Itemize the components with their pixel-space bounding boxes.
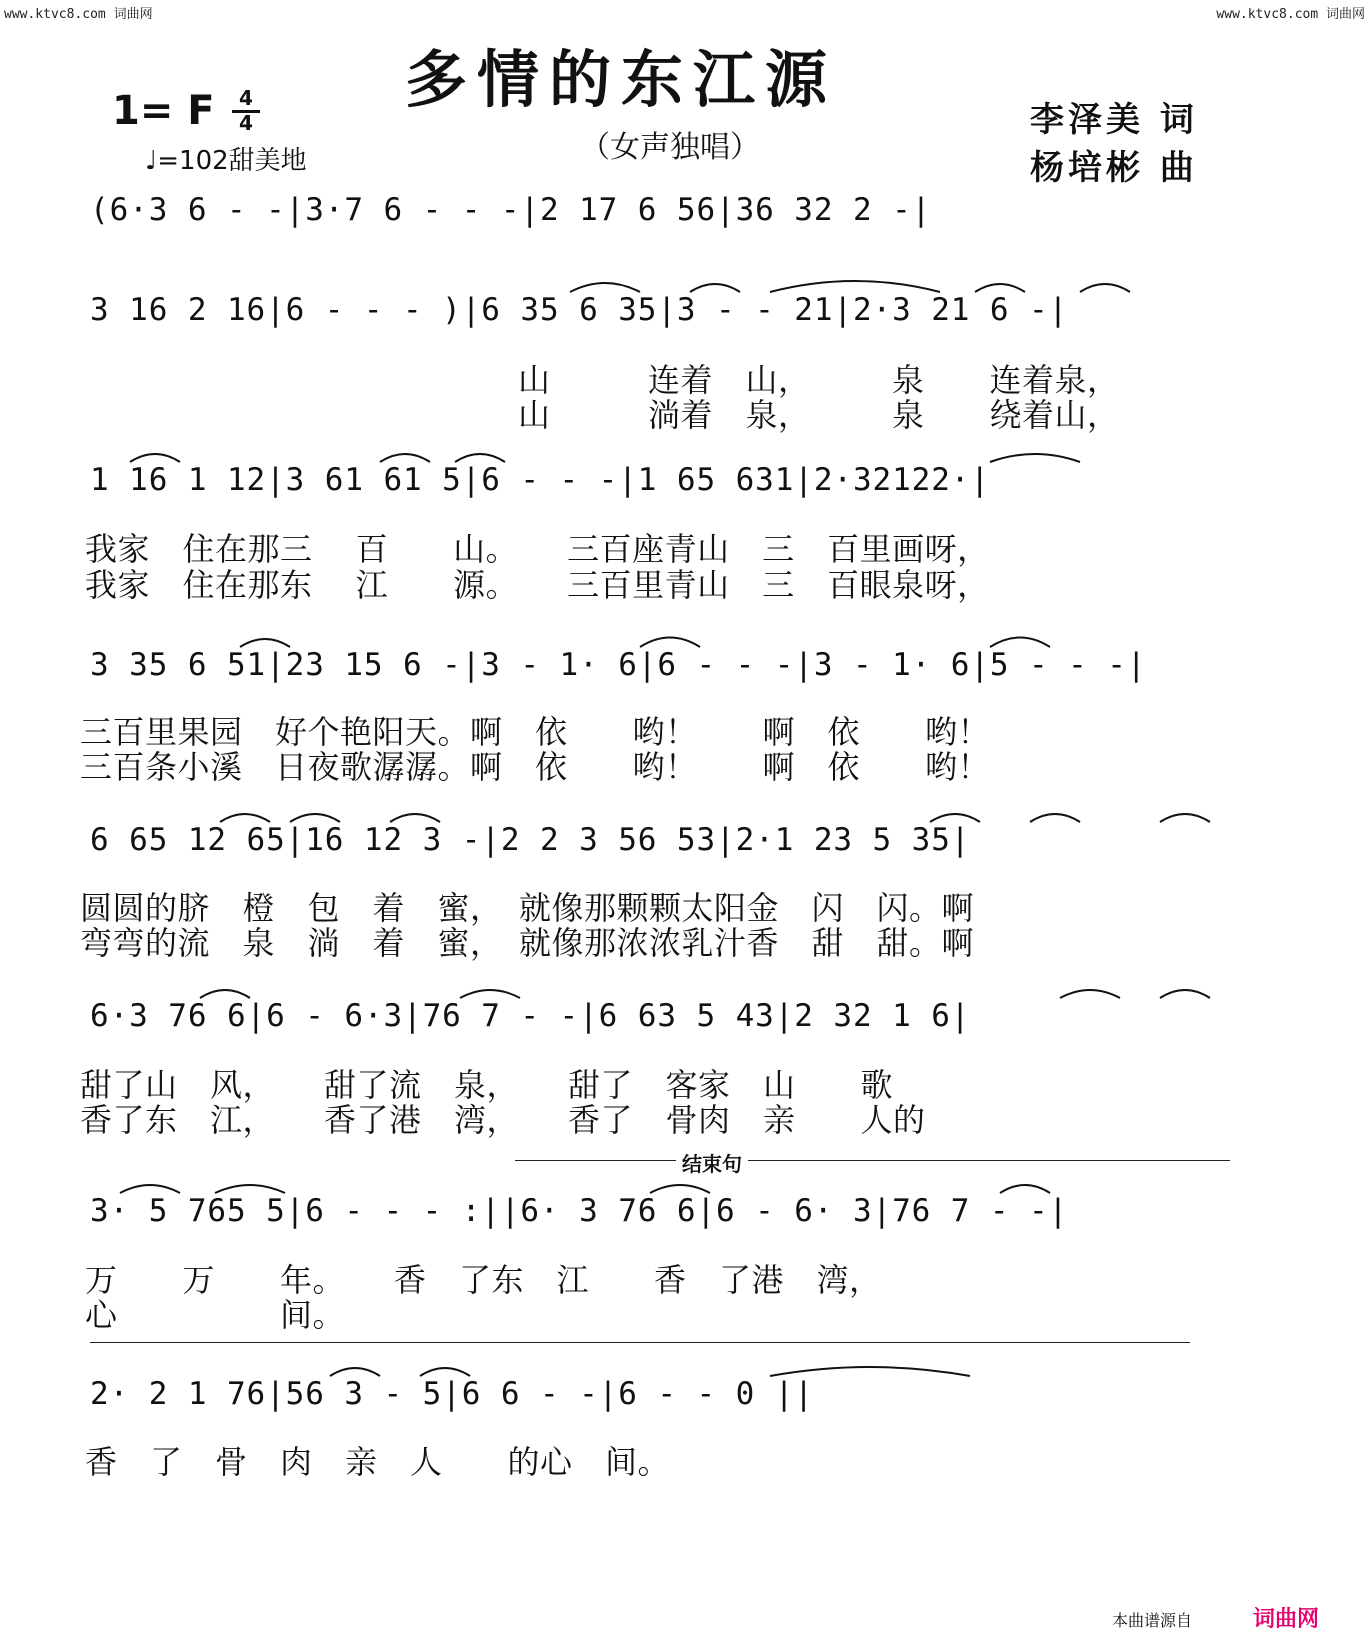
footer-logo: 词曲网 [1253, 1607, 1320, 1632]
lyrics-line-3-verse-2: 我家 住在那东 江 源。 三百里青山 三 百眼泉呀， [85, 566, 990, 604]
lyrics-line-8: 香 了 骨 肉 亲 人 的心 间。 [85, 1443, 671, 1481]
score-line-2: 3 16 2 16|6 - - - )|6 35 6 35|3 - - 21|2·3 21 6 -| [90, 292, 1069, 328]
song-subtitle: （女声独唱） [580, 130, 760, 165]
score-line-7: 3· 5 765 5|6 - - - :||6· 3 76 6|6 - 6· 3|76 7 - -| [90, 1193, 1069, 1229]
lyrics-line-6-verse-2: 香了东 江， 香了港 湾， 香了 骨肉 亲 人的 [80, 1101, 926, 1139]
score-line-1: (6·3 6 - -|3·7 6 - - -|2 17 6 56|36 32 2 -| [90, 192, 932, 228]
score-line-3: 1 16 1 12|3 61 61 5|6 - - -|1 65 631|2·32122·| [90, 462, 990, 498]
key-signature: 1= F [112, 88, 215, 134]
lyrics-line-6-verse-1: 甜了山 风， 甜了流 泉， 甜了 客家 山 歌 [80, 1066, 894, 1104]
lyricist-credit: 李泽美 词 [1030, 100, 1198, 140]
lyrics-line-2-verse-2: 山 淌着 泉， 泉 绕着山， [518, 396, 1120, 434]
lyrics-line-5-verse-1: 圆圆的脐 橙 包 着 蜜， 就像那颗颗太阳金 闪 闪。啊 [80, 889, 975, 927]
composer-credit: 杨培彬 曲 [1030, 148, 1198, 188]
lyrics-line-7-verse-2: 心 间。 [85, 1296, 346, 1334]
footer-source: 本曲谱源自 [1112, 1611, 1193, 1630]
ending-label: 结束句 [676, 1148, 748, 1177]
score-line-4: 3 35 6 51|23 15 6 -|3 - 1· 6|6 - - -|3 - 1· 6|5 - - -| [90, 647, 1147, 683]
lyrics-line-7-verse-1: 万 万 年。 香 了东 江 香 了港 湾， [85, 1261, 882, 1299]
lyrics-line-4-verse-2: 三百条小溪 日夜歌潺潺。啊 依 哟！ 啊 依 哟！ [80, 748, 991, 786]
lyrics-line-3-verse-1: 我家 住在那三 百 山。 三百座青山 三 百里画呀， [85, 530, 990, 568]
score-line-6: 6·3 76 6|6 - 6·3|76 7 - -|6 63 5 43|2 32 1 6| [90, 998, 971, 1034]
time-top: 4 [239, 86, 253, 110]
lyrics-line-5-verse-2: 弯弯的流 泉 淌 着 蜜， 就像那浓浓乳汁香 甜 甜。啊 [80, 924, 975, 962]
lyrics-line-2-verse-1: 山 连着 山， 泉 连着泉， [518, 361, 1120, 399]
score-line-5: 6 65 12 65|16 12 3 -|2 2 3 56 53|2·1 23 5 35| [90, 822, 971, 858]
time-bottom: 4 [239, 111, 253, 135]
lyrics-line-4-verse-1: 三百里果园 好个艳阳天。啊 依 哟！ 啊 依 哟！ [80, 713, 991, 751]
score-line-8: 2· 2 1 76|56 3 - 5|6 6 - -|6 - - 0 || [90, 1376, 814, 1412]
tempo-marking: ♩=102甜美地 [145, 146, 307, 176]
site-url-right: www.ktvc8.com 词曲网 [1216, 7, 1365, 22]
song-title: 多情的东江源 [405, 43, 838, 116]
site-url-left: www.ktvc8.com 词曲网 [4, 7, 153, 22]
